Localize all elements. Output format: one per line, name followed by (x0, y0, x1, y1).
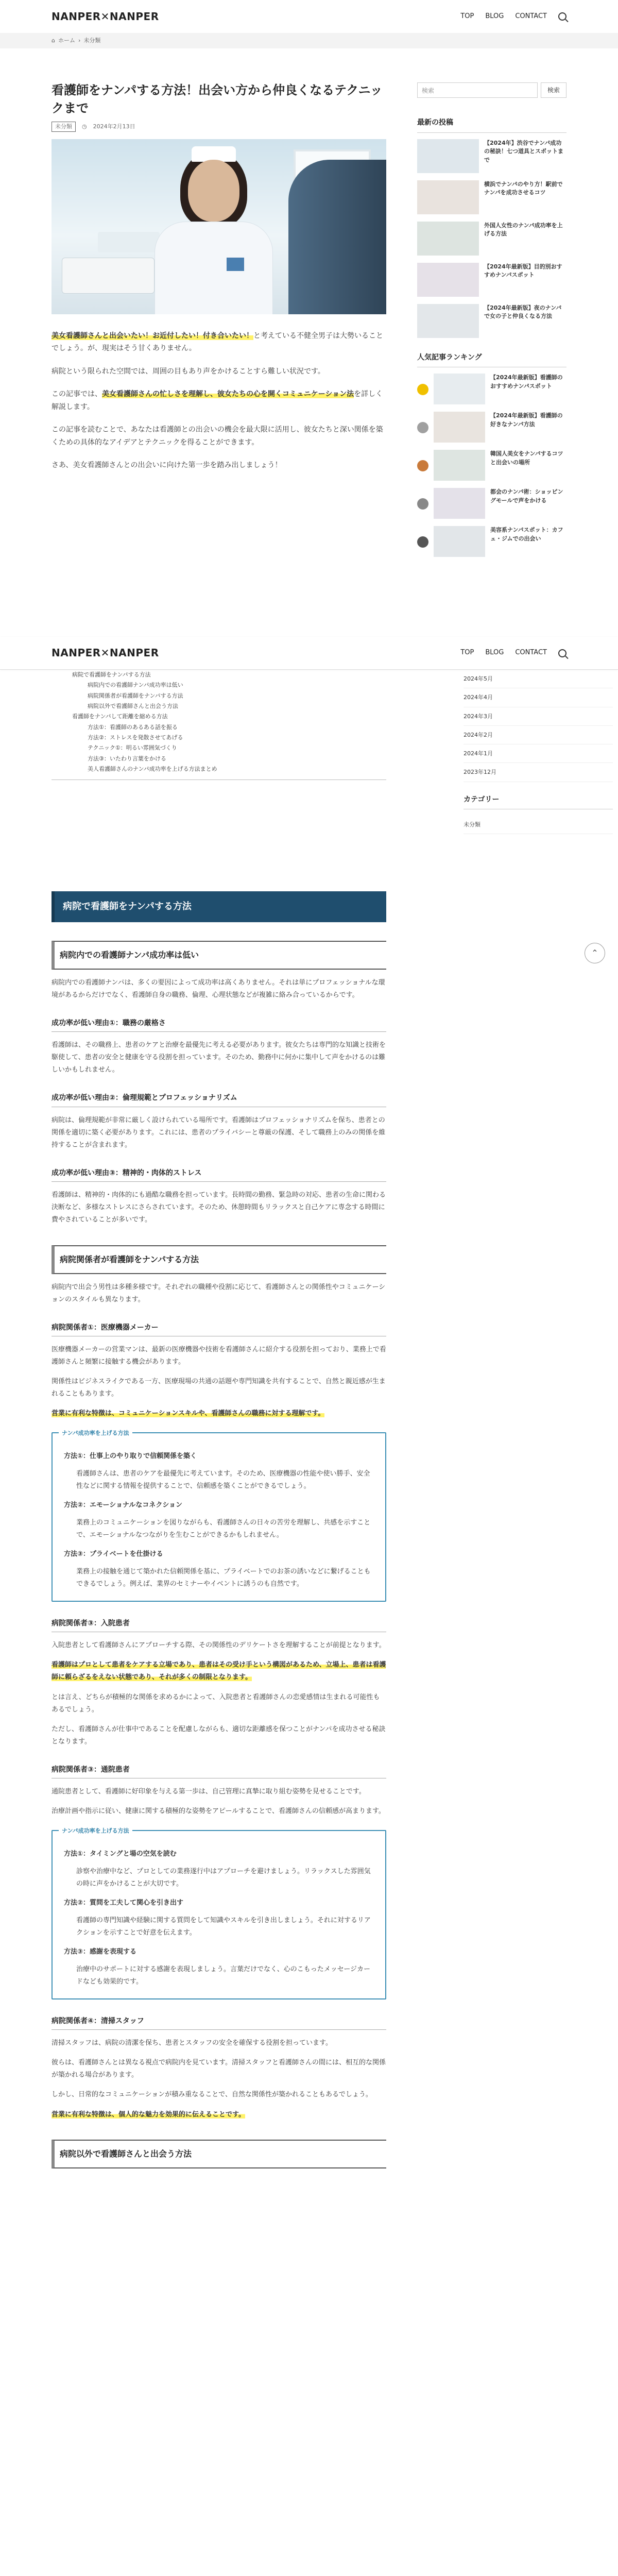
main-nav (460, 11, 566, 23)
post-thumbnail[interactable] (434, 374, 485, 404)
archive-link[interactable]: 2024年5月 (464, 670, 613, 688)
body-paragraph: 医療機器メーカーの営業マンは、最新の医療機器や技術を看護師さんに紹介する役割を担っており、業務上で看護師さんと頻繁に接触する機会があります。 (52, 1346, 386, 1366)
sidebar-search (417, 82, 566, 98)
section-heading: 病院で看護師をナンパする方法 (52, 891, 386, 922)
post-thumbnail[interactable] (417, 139, 479, 173)
home-icon[interactable]: ⌂ (52, 37, 55, 44)
nav-contact[interactable]: CONTACT (515, 649, 547, 657)
recent-post[interactable]: 【2024年最新版】夜のナンパで女の子と仲良くなる方法 (417, 304, 566, 338)
tip-heading: 方法②：エモーショナルなコネクション (64, 1501, 183, 1510)
rank-badge (417, 536, 428, 548)
minor-heading: 病院関係者①：医療機器メーカー (52, 1321, 386, 1337)
nurse-face-shape (188, 160, 239, 222)
rank-badge (417, 384, 428, 395)
body-paragraph: 通院患者として、看護師に好印象を与える第一歩は、自己管理に真摯に取り組む姿勢を見せることです。 (52, 1788, 366, 1796)
toc-item[interactable]: 病院で看護師をナンパする方法 (72, 671, 151, 678)
minor-heading: 病院関係者④：清掃スタッフ (52, 2015, 386, 2030)
bed-shape (62, 258, 154, 294)
body-paragraph: ただし、看護師さんが仕事中であることを配慮しながらも、適切な距離感を保つことがナンパを成功させる秘訣となります。 (52, 1725, 386, 1745)
tip-text: 看護師の専門知識や経験に関する質問をして知識やスキルを引き出しましょう。それに対するリアクションを示すことで好意を伝えます。 (76, 1916, 371, 1937)
toc-item[interactable]: 看護師をナンパして距離を縮める方法 (72, 713, 168, 720)
subsection-heading: 病院内での看護師ナンパ成功率は低い (52, 941, 386, 970)
rank-badge (417, 498, 428, 510)
article-date: 2024年2月13日 (93, 123, 135, 130)
name-badge-shape (227, 258, 244, 271)
minor-heading: 病院関係者③：入院患者 (52, 1617, 386, 1633)
tip-heading: 方法②：質問を工夫して関心を引き出す (64, 1899, 184, 1907)
intro-paragraph: 病院という限られた空間では、周囲の目もあり声をかけることすら難しい状況です。 (52, 367, 325, 376)
body-paragraph: 病院内での看護師ナンパは、多くの要因によって成功率は高くありません。それは単にプロフェッショナルな環境があるからだけでなく、看護師自身の職務、倫理、心理状態などが複雑に絡み合っているからです。 (52, 978, 385, 999)
body-paragraph: 病院内で出会う男性は多種多様です。それぞれの職種や役割に応じて、看護師さんとの関係性やコミュニケーションのスタイルも異なります。 (52, 1283, 386, 1303)
breadcrumb-home[interactable]: ホーム (58, 37, 75, 44)
post-thumbnail[interactable] (434, 412, 485, 443)
search-input[interactable]: 検索 (417, 82, 538, 98)
body-paragraph: 営業に有利な特徴は、個人的な魅力を効果的に伝えることです。 (52, 2110, 245, 2119)
sidebar (417, 48, 566, 2576)
nav-top[interactable]: TOP (460, 649, 474, 657)
tips-box (52, 1432, 386, 1602)
body-paragraph: とは言え、どちらが積極的な関係を求めるかによって、入院患者と看護師さんの恋愛感情は生まれる可能性もあるでしょう。 (52, 1693, 380, 1714)
nurse-uniform-shape (154, 222, 273, 314)
article-body (52, 876, 386, 2168)
archive-link[interactable]: 2024年3月 (464, 707, 613, 726)
tip-text: 診察や治療中など、プロとしての業務遂行中はアプローチを避けましょう。リラックスした雰囲気の時に声をかけることが大切です。 (76, 1868, 371, 1888)
minor-heading: 成功率が低い理由③：精神的・肉体的ストレス (52, 1167, 386, 1182)
recent-post[interactable]: 外国人女性のナンパ成功率を上げる方法 (417, 222, 566, 256)
search-icon[interactable] (558, 649, 566, 657)
breadcrumb-category[interactable]: 未分類 (83, 37, 101, 44)
hero-image (52, 139, 386, 314)
toc-divider (52, 779, 386, 780)
archive-link[interactable]: 2024年1月 (464, 744, 613, 763)
body-paragraph: しかし、日常的なコミュニケーションが積み重なることで、自然な関係性が築かれることもあるでしょう。 (52, 2091, 372, 2099)
body-paragraph: 関係性はビジネスライクである一方、医療現場の共通の話題や専門知識を共有することで、自然と親近感が生まれることもあります。 (52, 1378, 386, 1398)
recent-post[interactable]: 【2024年最新版】目的別おすすめナンパスポット (417, 263, 566, 297)
post-thumbnail[interactable] (417, 304, 479, 338)
category-title: カテゴリー (464, 793, 613, 810)
tip-text: 業務上のコミュニケーションを図りながらも、看護師さんの日々の苦労を理解し、共感を示すことで、エモーショナルなつながりを生むことができるかもしれません。 (76, 1518, 371, 1539)
site-header (0, 0, 618, 33)
subsection-heading: 病院関係者が看護師をナンパする方法 (52, 1245, 386, 1274)
intro-paragraph: 美女看護師さんと出会いたい！お近付したい！付き合いたい！と考えている不健全男子は大勢いることでしょう。が、現実はそう甘くありません。 (52, 331, 383, 353)
sticky-header (0, 637, 618, 670)
ranking-item[interactable]: 【2024年最新版】看護師のおすすめナンパスポット (417, 374, 566, 404)
body-paragraph: 治療計画や指示に従い、健康に関する積極的な姿勢をアピールすることで、看護師さんの信頼感が高まります。 (52, 1807, 385, 1816)
minor-heading: 成功率が低い理由①：職務の厳格さ (52, 1017, 386, 1032)
article-meta (52, 122, 386, 132)
nav-blog[interactable]: BLOG (485, 12, 504, 20)
ranking-item[interactable]: 美容系ナンパスポット：カフェ・ジムでの出会い (417, 526, 566, 557)
body-paragraph: 清掃スタッフは、病院の清潔を保ち、患者とスタッフの安全を確保する役割を担っています。 (52, 2039, 332, 2047)
rank-badge (417, 460, 428, 471)
body-paragraph: 病院は、倫理規範が非常に厳しく設けられている場所です。看護師はプロフェッショナリズムを保ち、患者との関係を適切に築く必要があります。これには、患者のプライバシーと尊厳の保護、そして職務上のみの関係を維持することが含まれます。 (52, 1116, 386, 1149)
toc-item[interactable]: 病院関係者が看護師をナンパする方法 (88, 692, 183, 699)
tip-text: 治療中のサポートに対する感謝を表現しましょう。言葉だけでなく、心のこもったメッセージカードなども効果的です。 (76, 1965, 370, 1986)
toc-item[interactable]: 病院以外で看護師さんと出会う方法 (88, 703, 178, 710)
post-thumbnail[interactable] (417, 263, 479, 297)
intro-paragraph: この記事では、美女看護師さんの忙しさを理解し、彼女たちの心を開くコミュニケーション法を詳しく解説します。 (52, 390, 383, 411)
archive-link[interactable]: 2023年12月 (464, 763, 613, 782)
ranking-title: 人気記事ランキング (417, 351, 566, 368)
table-of-contents (52, 670, 386, 780)
breadcrumb (0, 33, 618, 48)
tip-text: 看護師さんは、患者のケアを最優先に考えています。そのため、医療機器の性能や使い勝手、安全性などに関する情報を提供することで、信頼感を築くことができるでしょう。 (76, 1470, 370, 1490)
subsection-heading: 病院以外で看護師さんと出会う方法 (52, 2140, 386, 2168)
ranking-item[interactable]: 都会のナンパ術：ショッピングモールで声をかける (417, 488, 566, 519)
breadcrumb-separator: › (78, 37, 81, 44)
nav-top[interactable]: TOP (460, 12, 474, 20)
body-paragraph: 看護師は、精神的・肉体的にも過酷な職務を担っています。長時間の勤務、緊急時の対応、患者の生命に関わる決断など、多様なストレスにさらされています。そのため、休憩時間もリラックスと自己ケアに専念する時間に費やされていることが多いです。 (52, 1191, 386, 1224)
tip-heading: 方法①：タイミングと場の空気を読む (64, 1850, 177, 1858)
recent-post[interactable]: 【2024年】渋谷でナンパ成功の秘訣！七つ道具とスポットまで (417, 139, 566, 173)
intro-paragraph: さあ、美女看護師さんとの出会いに向けた第一歩を踏み出しましょう！ (52, 461, 282, 470)
body-paragraph: 看護師はプロとして患者をケアする立場であり、患者はその受け手という構図があるため、立場上、患者は看護師に頼らざるをえない状態であり、それが多くの制限となります。 (52, 1661, 386, 1682)
scroll-top-button[interactable] (585, 943, 605, 963)
bed-shape (98, 232, 160, 252)
site-logo[interactable]: NANPER✕NANPER (52, 10, 159, 23)
body-paragraph: 彼らは、看護師さんとは異なる視点で病院内を見ています。清掃スタッフと看護師さんの間には、相互的な関係が築かれる場合があります。 (52, 2059, 386, 2079)
toc-item[interactable]: 病院内での看護師ナンパ成功率は低い (88, 682, 183, 689)
minor-heading: 病院関係者③：通院患者 (52, 1764, 386, 1779)
minor-heading: 成功率が低い理由②：倫理規範とプロフェッショナリズム (52, 1092, 386, 1107)
post-thumbnail[interactable] (434, 450, 485, 481)
rank-badge (417, 422, 428, 433)
main-nav (460, 647, 566, 659)
body-paragraph: 入院患者として看護師さんにアプローチする際、その関係性のデリケートさを理解することが前提となります。 (52, 1641, 386, 1650)
tip-heading: 方法③：プライベートを仕掛ける (64, 1550, 163, 1558)
category-tag[interactable]: 未分類 (52, 122, 76, 132)
post-thumbnail[interactable] (417, 180, 479, 214)
ranking-item[interactable]: 【2024年最新版】看護師の好きなナンパ方法 (417, 412, 566, 443)
nav-contact[interactable]: CONTACT (515, 12, 547, 20)
search-icon[interactable] (558, 12, 566, 21)
nav-blog[interactable]: BLOG (485, 649, 504, 657)
toc-item[interactable]: 方法②：ストレスを発散させてあげる (88, 734, 183, 741)
man-silhouette-shape (288, 160, 386, 314)
post-thumbnail[interactable] (434, 488, 485, 519)
ranking-item[interactable]: 韓国人美女をナンパするコツと出会いの場所 (417, 450, 566, 481)
tips-box (52, 1827, 386, 1999)
body-paragraph: 営業に有利な特徴は、コミュニケーションスキルや、看護師さんの職務に対する理解です。 (52, 1410, 325, 1418)
post-thumbnail[interactable] (417, 222, 479, 256)
toc-item[interactable]: 方法①：看護師のあるある話を振る (88, 723, 178, 731)
tip-text: 業務上の接触を通じて築かれた信頼関係を基に、プライベートでのお茶の誘いなどに繋げることもできるでしょう。例えば、業界のセミナーやイベントに誘うのも自然です。 (76, 1567, 371, 1588)
chevron-up-icon: ⌃ (591, 948, 598, 958)
recent-posts-title: 最新の投稿 (417, 116, 566, 133)
archive-link[interactable]: 2024年2月 (464, 726, 613, 744)
intro-paragraph: この記事を読むことで、あなたは看護師との出会いの機会を最大限に活用し、彼女たちと深い関係を築くための具体的なアイデアとテクニックを得ることができます。 (52, 426, 383, 447)
body-paragraph: 看護師は、その職務上、患者のケアと治療を最優先に考える必要があります。彼女たちは専門的な知識と技術を駆使して、患者の安全と健康を守る役割を担っています。そのため、勤務中に何かに集中して声をかけるのは難しいかもしれません。 (52, 1041, 386, 1074)
sidebar-lower (464, 670, 613, 834)
recent-post[interactable]: 横浜でナンパのやり方！駅前でナンパを成功させるコツ (417, 180, 566, 214)
post-thumbnail[interactable] (434, 526, 485, 557)
site-logo[interactable]: NANPER✕NANPER (52, 647, 159, 659)
toc-item[interactable]: テクニック①：明るい雰囲気づくり (88, 744, 177, 752)
article-title: 看護師をナンパする方法！出会い方から仲良くなるテクニックまで (52, 83, 383, 115)
toc-item[interactable]: 方法③：いたわり言葉をかける (88, 755, 166, 762)
toc-item[interactable]: 美人看護師さんのナンパ成功率を上げる方法まとめ (88, 766, 217, 773)
search-button[interactable]: 検索 (541, 82, 566, 98)
tip-heading: 方法①：仕事上のやり取りで信頼関係を築く (64, 1452, 197, 1461)
category-link[interactable]: 未分類 (464, 816, 613, 834)
archive-link[interactable]: 2024年4月 (464, 688, 613, 707)
tips-box-title: ナンパ成功率を上げる方法 (59, 1428, 132, 1438)
clock-icon: ◷ (82, 123, 87, 130)
tips-box-title: ナンパ成功率を上げる方法 (59, 1826, 132, 1836)
tip-heading: 方法③：感謝を表現する (64, 1947, 137, 1956)
